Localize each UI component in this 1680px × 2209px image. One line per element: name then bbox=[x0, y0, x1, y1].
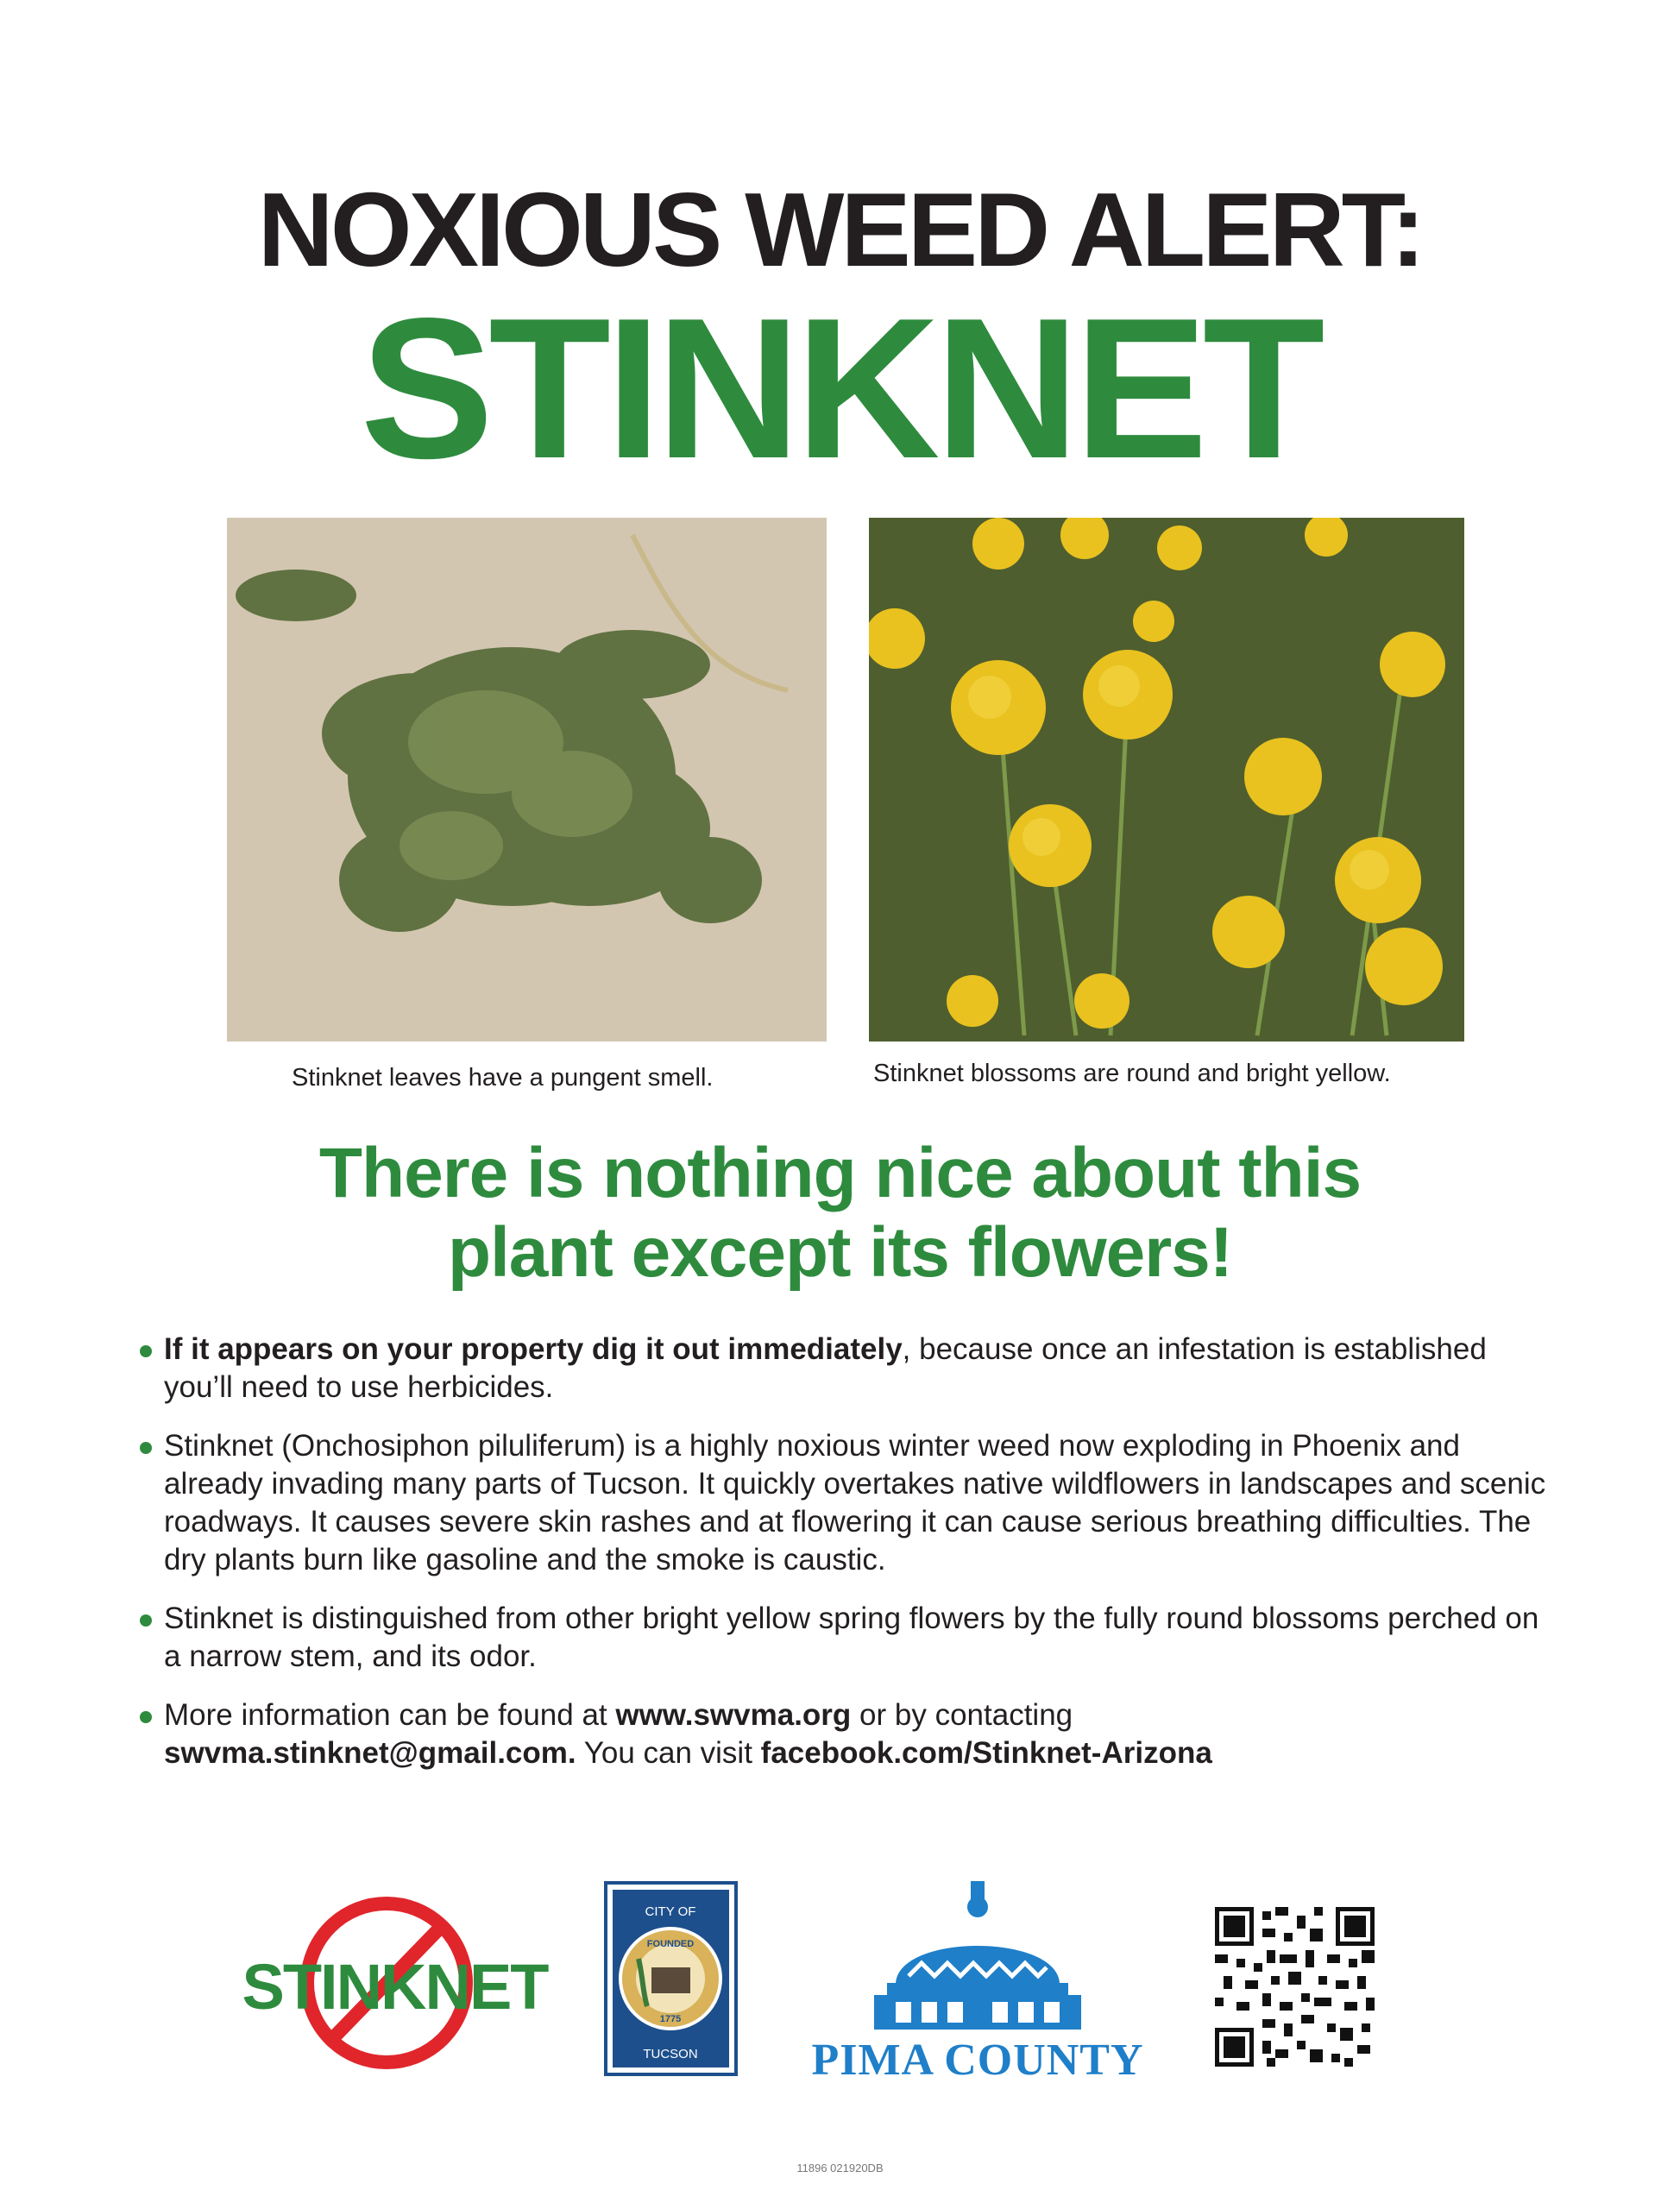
pima-county-text: PIMA COUNTY bbox=[811, 2036, 1144, 2085]
flowers-caption: Stinknet blossoms are round and bright yellow. bbox=[873, 1060, 1391, 1087]
bullet-dig-out-text: , because once an infestation is established you’ll need to use herbicides. bbox=[164, 1332, 1487, 1404]
qr-code-graphic bbox=[1215, 1907, 1375, 2067]
bullet-dot-icon bbox=[140, 1345, 152, 1357]
bullet-identification-text: Stinknet is distinguished from other bright yellow spring flowers by the fully round blossoms perched on a narrow stem, and its odor. bbox=[164, 1602, 1539, 1673]
more-info-text-1: More information can be found at bbox=[164, 1698, 616, 1732]
stinknet-leaves-photo bbox=[227, 518, 827, 1042]
leaves-caption: Stinknet leaves have a pungent smell. bbox=[292, 1064, 714, 1092]
tucson-founded-text: FOUNDED bbox=[646, 1939, 695, 1949]
tagline-line2: plant except its flowers! bbox=[447, 1213, 1233, 1292]
alert-heading: NOXIOUS WEED ALERT: bbox=[257, 171, 1423, 288]
weed-name-heading: STINKNET bbox=[360, 277, 1320, 500]
info-bullet-list bbox=[138, 1331, 1562, 1793]
stinknet-logo-text: STINKNET bbox=[242, 1951, 548, 2023]
website-link[interactable]: www.swvma.org bbox=[615, 1698, 852, 1732]
tucson-seal-icon bbox=[604, 1881, 738, 2076]
email-link[interactable]: swvma.stinknet@gmail.com. bbox=[164, 1736, 576, 1770]
stinknet-flowers-photo bbox=[869, 518, 1464, 1042]
bullet-dot-icon bbox=[140, 1442, 152, 1454]
tagline-line1: There is nothing nice about this bbox=[318, 1134, 1362, 1212]
dome-icon bbox=[792, 1881, 1163, 2032]
city-of-tucson-logo bbox=[604, 1881, 738, 2076]
bullet-more-info bbox=[138, 1696, 1562, 1772]
facebook-link[interactable]: facebook.com/Stinknet-Arizona bbox=[760, 1736, 1212, 1770]
tucson-year-text: 1775 bbox=[659, 2014, 682, 2024]
bullet-dot-icon bbox=[140, 1614, 152, 1627]
bullet-dig-out-emphasis: If it appears on your property dig it out immediately bbox=[164, 1332, 903, 1366]
more-info-text-2: or by contacting bbox=[851, 1698, 1073, 1732]
bullet-description-text: Stinknet (Onchosiphon piluliferum) is a highly noxious winter weed now exploding in Phoenix and already invading many parts of Tucson. It quickly overtakes native wildflowers in landscapes and scenic roadways. It causes severe skin rashes and at flowering it can cause serious breathing difficulties. The dry plants burn like gasoline and the smoke is caustic. bbox=[164, 1429, 1546, 1577]
tucson-bottom-text: TUCSON bbox=[643, 2047, 698, 2061]
bullet-dot-icon bbox=[140, 1711, 152, 1723]
leaves-illustration bbox=[227, 518, 827, 1042]
no-stinknet-logo bbox=[242, 1888, 548, 2076]
flowers-illustration bbox=[869, 518, 1464, 1042]
bullet-identification bbox=[138, 1600, 1562, 1676]
pima-county-logo bbox=[792, 1881, 1163, 2088]
qr-code-icon[interactable] bbox=[1215, 1907, 1375, 2067]
more-info-text-3: You can visit bbox=[576, 1736, 761, 1770]
bullet-description bbox=[138, 1427, 1562, 1579]
document-code: 11896 021920DB bbox=[796, 2162, 884, 2174]
bullet-dig-out bbox=[138, 1331, 1562, 1407]
tucson-top-text: CITY OF bbox=[645, 1904, 696, 1919]
